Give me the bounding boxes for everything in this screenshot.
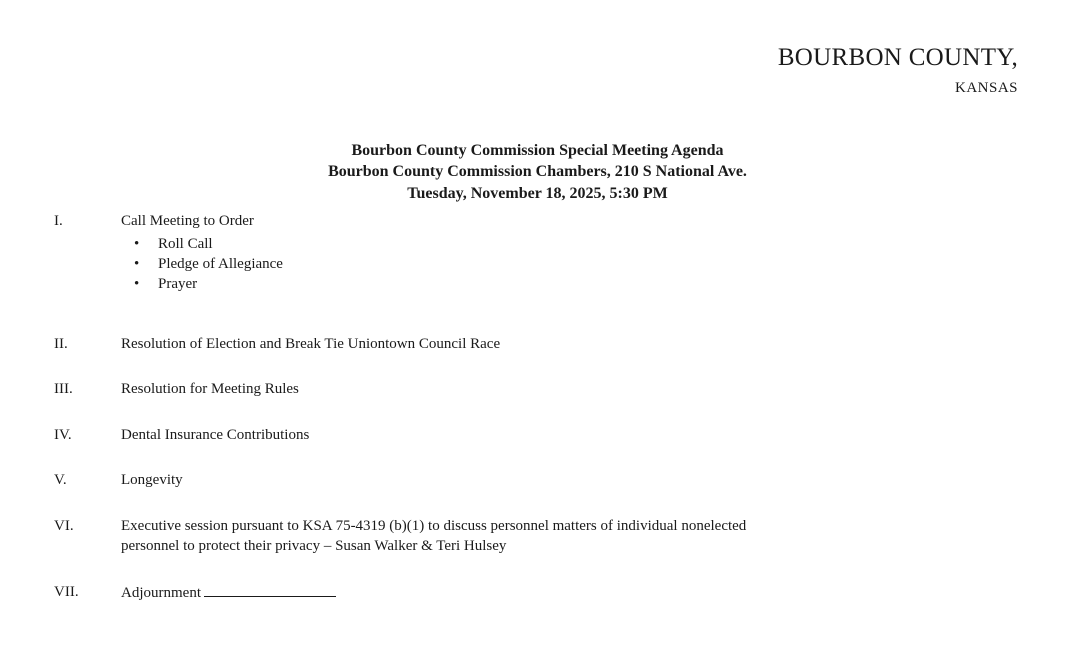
meeting-location: Bourbon County Commission Chambers, 210 S National Ave. bbox=[328, 163, 747, 180]
item-text: Longevity bbox=[121, 472, 183, 488]
bullet-icon: • bbox=[134, 256, 140, 272]
item-number: I. bbox=[54, 213, 63, 229]
sub-item-list bbox=[134, 234, 283, 294]
sub-item-text: Roll Call bbox=[158, 236, 213, 252]
item-text: Resolution for Meeting Rules bbox=[121, 381, 299, 397]
item-number: VI. bbox=[54, 518, 74, 534]
item-text: Resolution of Election and Break Tie Uniontown Council Race bbox=[121, 336, 501, 352]
item-text: Call Meeting to Order bbox=[121, 213, 254, 229]
signature-blank-line bbox=[204, 582, 336, 597]
item-text: Adjournment bbox=[121, 585, 201, 601]
letterhead-county: BOURBON COUNTY, bbox=[777, 44, 1018, 71]
item-text: Executive session pursuant to KSA 75-4319 (b)(1) to discuss personnel matters of individual nonelected bbox=[121, 518, 747, 534]
bullet-icon: • bbox=[134, 236, 140, 252]
bullet-icon: • bbox=[134, 276, 140, 292]
letterhead-state: KANSAS bbox=[954, 80, 1018, 96]
item-number: VII. bbox=[54, 584, 79, 600]
item-number: V. bbox=[54, 472, 67, 488]
sub-item bbox=[134, 274, 283, 294]
item-text: personnel to protect their privacy – Susan Walker & Teri Hulsey bbox=[121, 538, 507, 554]
sub-item-text: Prayer bbox=[158, 276, 198, 292]
meeting-datetime: Tuesday, November 18, 2025, 5:30 PM bbox=[407, 185, 668, 202]
sub-item-text: Pledge of Allegiance bbox=[158, 256, 283, 272]
sub-item bbox=[134, 254, 283, 274]
agenda-title: Bourbon County Commission Special Meeting Agenda bbox=[351, 142, 724, 159]
item-number: II. bbox=[54, 336, 68, 352]
sub-item bbox=[134, 234, 283, 254]
item-number: IV. bbox=[54, 427, 72, 443]
item-number: III. bbox=[54, 381, 73, 397]
item-text: Dental Insurance Contributions bbox=[121, 427, 310, 443]
item-text-wrap bbox=[121, 582, 336, 603]
